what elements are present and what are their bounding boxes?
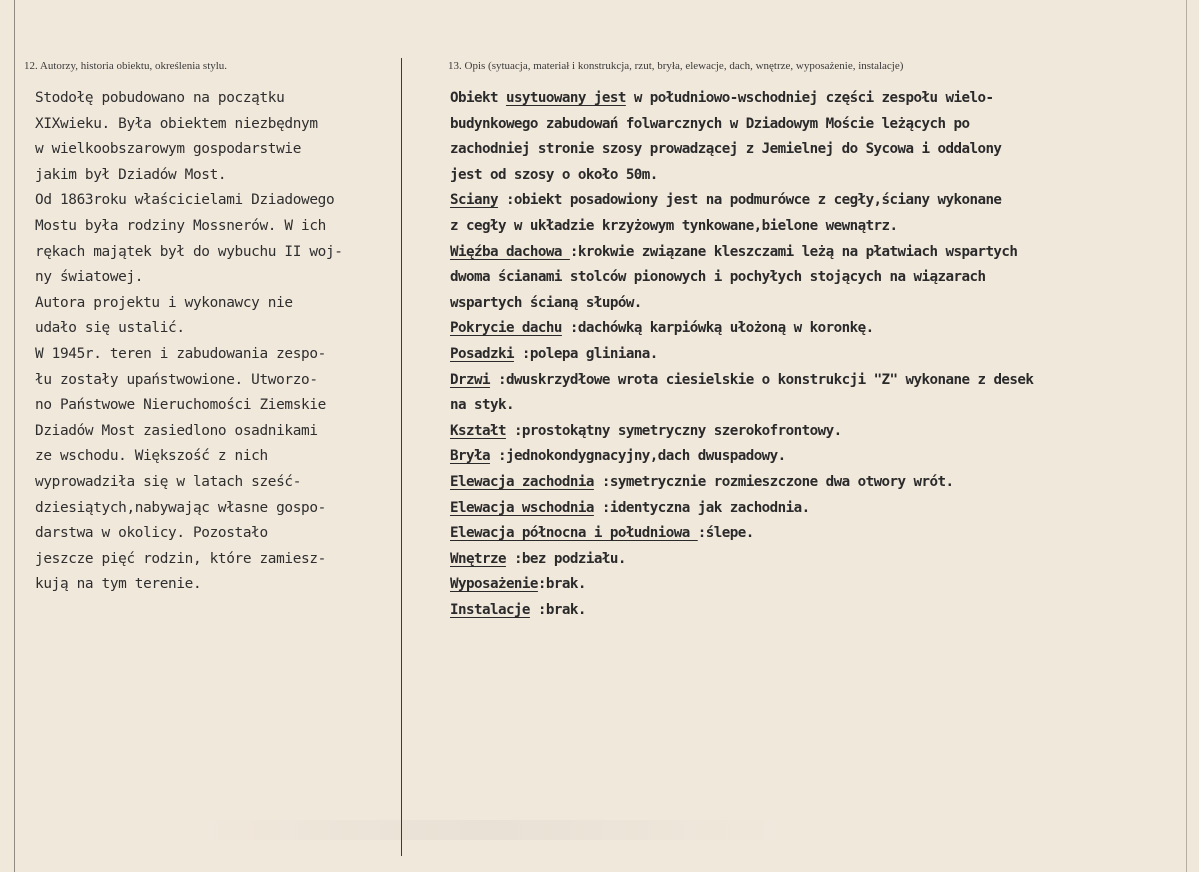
field-label: Bryła [450, 448, 490, 465]
field-label: usytuowany jest [505, 90, 626, 106]
field-text: :identyczna jak zachodnia. [593, 499, 810, 516]
field-text: :krokwie związane kleszczami leżą na płatwiach wspartych [569, 243, 1018, 260]
history-line: Od 1863roku właścicielami Dziadowego [35, 192, 335, 209]
field-label: Wnętrze [450, 550, 506, 567]
history-line: Stodołę pobudowano na początku [35, 90, 285, 106]
field-text: budynkowego zabudowań folwarcznych w Dziadowym Moście leżących po [450, 115, 970, 132]
description-line [450, 188, 1195, 214]
description-line [450, 342, 1195, 368]
field-label: Więźba dachowa [450, 243, 570, 260]
description-line [450, 265, 1195, 291]
description-line [450, 572, 1195, 598]
history-line: łu zostały upaństwowione. Utworzo- [35, 371, 318, 388]
description-line [450, 163, 1195, 189]
history-line: Mostu była rodziny Mossnerów. W ich [35, 217, 326, 234]
field-text: :dachówką karpiówką ułożoną w koronkę. [561, 320, 874, 337]
description-line [450, 137, 1195, 163]
history-line: jeszcze pięć rodzin, które zamiesz- [35, 550, 326, 567]
history-line: dziesiątych,nabywając własne gospo- [35, 499, 326, 516]
description-line [450, 214, 1195, 240]
field-text: na styk. [450, 397, 514, 414]
history-line: rękach majątek był do wybuchu II woj- [35, 243, 343, 260]
history-line: ze wschodu. Większość z nich [35, 448, 268, 465]
description-line [450, 419, 1195, 445]
description-line [450, 368, 1195, 394]
field-text: z cegły w układzie krzyżowym tynkowane,bielone wewnątrz. [450, 217, 898, 234]
history-line: jakim był Dziadów Most. [35, 166, 227, 183]
history-line: Dziadów Most zasiedlono osadnikami [35, 422, 318, 439]
description-line [450, 112, 1195, 138]
history-line: udało się ustalić. [35, 320, 185, 337]
field-text: :polepa gliniana. [513, 345, 658, 362]
section-13-header: 13. Opis (sytuacja, materiał i konstrukcja, rzut, bryła, elewacje, dach, wnętrze, wyposażenie, instalacje) [448, 60, 904, 72]
field-label: Drzwi [450, 371, 490, 388]
field-text: zachodniej stronie szosy prowadzącej z Jemielnej do Sycowa i oddalony [450, 141, 1002, 158]
field-label: Kształt [450, 422, 506, 439]
history-line: W 1945r. teren i zabudowania zespo- [35, 345, 326, 362]
field-text: :bez podziału. [505, 550, 626, 567]
line-prefix: Obiekt [450, 90, 506, 106]
field-text: :jednokondygnacyjny,dach dwuspadowy. [489, 448, 786, 465]
description-line [450, 598, 1195, 624]
history-text-column [35, 86, 407, 598]
history-line: kują na tym terenie. [35, 576, 202, 593]
field-text: :brak. [529, 601, 586, 618]
description-line [450, 547, 1195, 573]
history-line: w wielkoobszarowym gospodarstwie [35, 141, 302, 158]
field-text: :dwuskrzydłowe wrota ciesielskie o konstrukcji "Z" wykonane z desek [489, 371, 1034, 388]
field-text: jest od szosy o około 50m. [450, 166, 658, 183]
description-line [450, 316, 1195, 342]
field-label: Pokrycie dachu [450, 320, 562, 337]
history-line: Autora projektu i wykonawcy nie [35, 294, 293, 311]
field-text: dwoma ścianami stolców pionowych i pochyłych stojących na wiązarach [450, 269, 986, 286]
field-text: :symetrycznie rozmieszczone dwa otwory wrót. [593, 473, 954, 490]
field-label: Instalacje [450, 601, 530, 618]
field-label: Wyposażenie [450, 576, 538, 593]
field-text: :prostokątny symetryczny szerokofrontowy. [505, 422, 842, 439]
field-label: Posadzki [450, 345, 514, 362]
field-text: w południowo-wschodniej części zespołu wielo- [625, 90, 994, 106]
field-text: :brak. [537, 576, 586, 593]
field-label: Sciany [450, 192, 498, 209]
description-line [450, 496, 1195, 522]
history-line: ny światowej. [35, 269, 144, 286]
description-line [450, 444, 1195, 470]
history-line: wyprowadziła się w latach sześć- [35, 473, 302, 490]
description-line [450, 470, 1195, 496]
field-text: wspartych ścianą słupów. [450, 294, 642, 311]
description-line [450, 240, 1195, 266]
field-label: Elewacja północna i południowa [450, 525, 698, 542]
field-label: Elewacja zachodnia [450, 473, 594, 490]
description-line [450, 393, 1195, 419]
field-text: :obiekt posadowiony jest na podmurówce z cegły,ściany wykonane [497, 192, 1002, 209]
description-line [450, 86, 1195, 112]
field-label: Elewacja wschodnia [450, 499, 594, 516]
description-text-column [450, 86, 1195, 623]
section-12-header: 12. Autorzy, historia obiektu, określenia stylu. [24, 60, 228, 72]
field-text: :ślepe. [697, 525, 754, 542]
history-line: darstwa w okolicy. Pozostało [35, 525, 268, 542]
description-line [450, 291, 1195, 317]
faint-smudge [190, 820, 790, 840]
history-line: XIXwieku. Była obiektem niezbędnym [35, 115, 318, 132]
page-left-edge-line [14, 0, 15, 872]
history-line: no Państwowe Nieruchomości Ziemskie [35, 397, 326, 414]
description-line [450, 521, 1195, 547]
